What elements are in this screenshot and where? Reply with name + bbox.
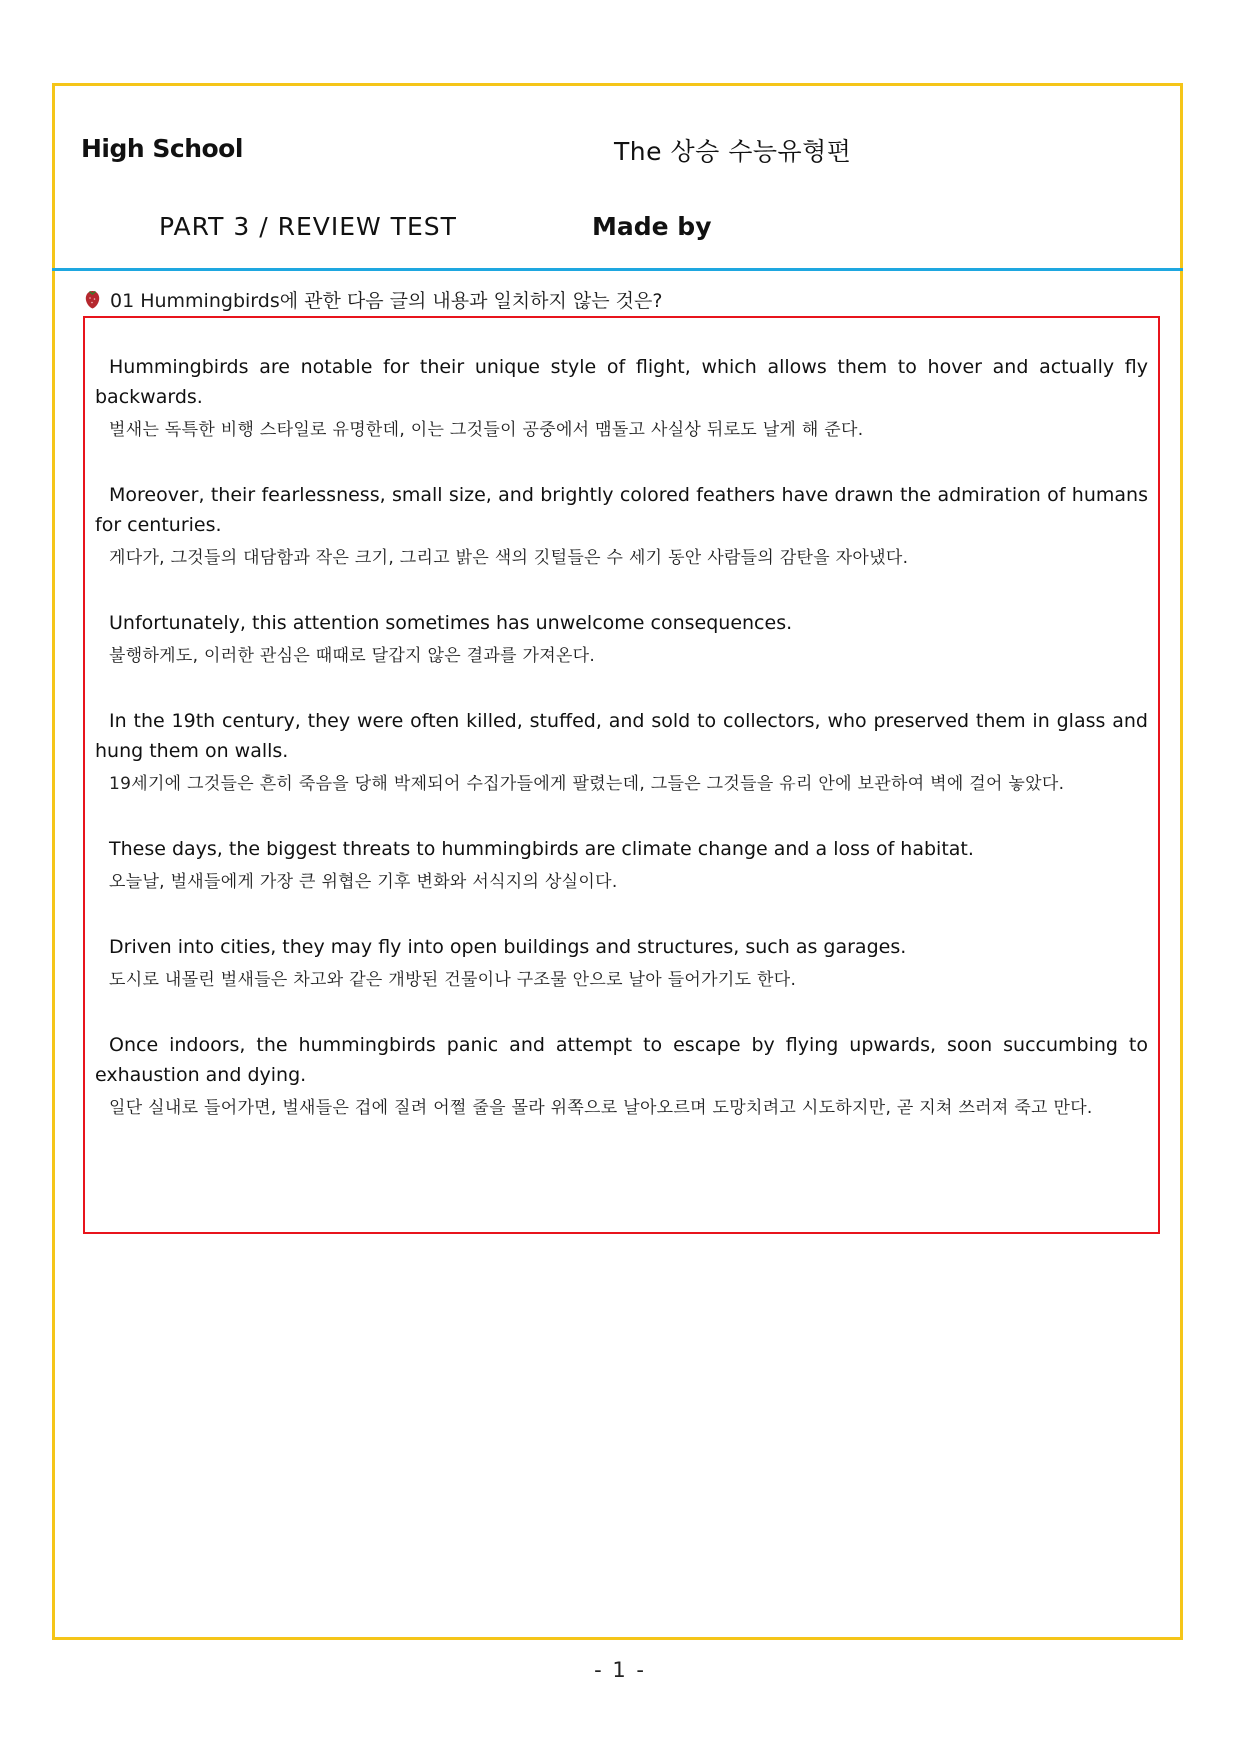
question-text: 01 Hummingbirds에 관한 다음 글의 내용과 일치하지 않는 것은? — [110, 290, 663, 312]
strawberry-bullet-icon — [85, 290, 100, 309]
header-part: PART 3 / REVIEW TEST — [159, 212, 457, 241]
english-sentence: Moreover, their fearlessness, small size, and brightly colored feathers have drawn the admiration of humans for centuries. — [95, 484, 1148, 536]
header-divider — [52, 268, 1183, 271]
korean-translation: 19세기에 그것들은 흔히 죽음을 당해 박제되어 수집가들에게 팔렸는데, 그들은 그것들을 유리 안에 보관하여 벽에 걸어 놓았다. — [109, 774, 1065, 794]
korean-translation: 오늘날, 벌새들에게 가장 큰 위협은 기후 변화와 서식지의 상실이다. — [109, 872, 618, 892]
english-sentence: Unfortunately, this attention sometimes has unwelcome consequences. — [109, 612, 793, 634]
passage-paragraph — [95, 352, 1148, 445]
passage-paragraph — [95, 608, 1148, 671]
question-heading — [85, 286, 662, 313]
korean-translation: 불행하게도, 이러한 관심은 때때로 달갑지 않은 결과를 가져온다. — [109, 646, 596, 666]
passage-paragraph — [95, 1030, 1148, 1123]
page-number: - 1 - — [594, 1658, 646, 1682]
page-frame — [52, 83, 1183, 1640]
english-sentence: Driven into cities, they may fly into open buildings and structures, such as garages. — [109, 936, 907, 958]
passage-paragraph — [95, 706, 1148, 799]
english-sentence: Once indoors, the hummingbirds panic and attempt to escape by flying upwards, soon succumbing to exhaustion and dying. — [95, 1034, 1148, 1086]
korean-translation: 도시로 내몰린 벌새들은 차고와 같은 개방된 건물이나 구조물 안으로 날아 들어가기도 한다. — [109, 970, 797, 990]
english-sentence: Hummingbirds are notable for their unique style of flight, which allows them to hover and actually fly backwards. — [95, 356, 1148, 408]
korean-translation: 게다가, 그것들의 대담함과 작은 크기, 그리고 밝은 색의 깃털들은 수 세기 동안 사람들의 감탄을 자아냈다. — [109, 548, 909, 568]
korean-translation: 벌새는 독특한 비행 스타일로 유명한데, 이는 그것들이 공중에서 맴돌고 사실상 뒤로도 날게 해 준다. — [109, 420, 864, 440]
passage-paragraph — [95, 932, 1148, 995]
korean-translation: 일단 실내로 들어가면, 벌새들은 겁에 질려 어쩔 줄을 몰라 위쪽으로 날아오르며 도망치려고 시도하지만, 곧 지쳐 쓰러져 죽고 만다. — [109, 1098, 1093, 1118]
passage-paragraph — [95, 834, 1148, 897]
passage-paragraph — [95, 480, 1148, 573]
english-sentence: In the 19th century, they were often killed, stuffed, and sold to collectors, who preserved them in glass and hung them on walls. — [95, 710, 1148, 762]
passage-box — [83, 316, 1160, 1234]
header-made-by: Made by — [592, 212, 712, 241]
english-sentence: These days, the biggest threats to hummingbirds are climate change and a loss of habitat. — [109, 838, 974, 860]
header-book-title: The 상승 수능유형편 — [614, 137, 852, 166]
header-school: High School — [81, 134, 243, 163]
